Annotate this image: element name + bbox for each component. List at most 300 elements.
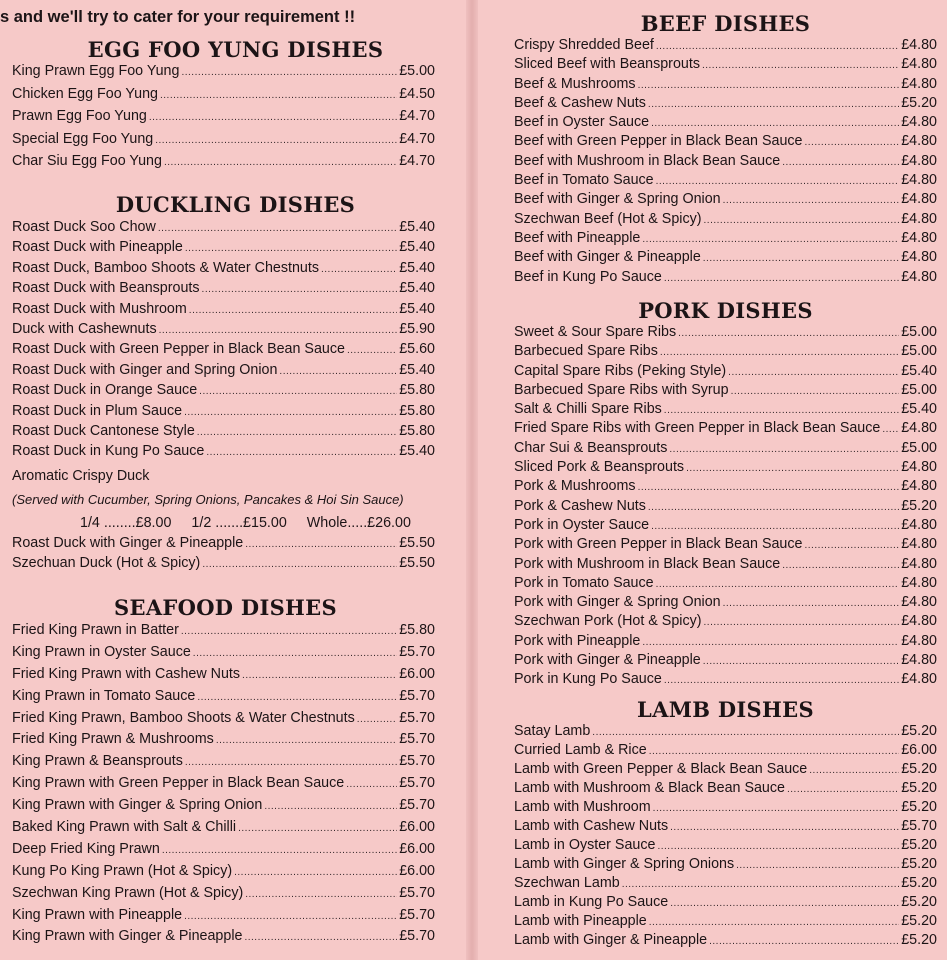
menu-item xyxy=(514,536,937,555)
dish-name: Lamb with Cashew Nuts xyxy=(514,818,669,834)
menu-item xyxy=(514,856,937,875)
dish-name: King Prawn with Ginger & Spring Onion xyxy=(12,797,263,814)
dot-leader xyxy=(185,243,397,254)
dish-price: £4.70 xyxy=(399,108,435,125)
dish-price: £4.80 xyxy=(901,652,937,669)
dot-leader xyxy=(642,234,899,245)
menu-item xyxy=(514,382,937,401)
egg-foo-yung-list xyxy=(12,63,435,176)
dish-name: Crispy Shredded Beef xyxy=(514,37,654,53)
dish-name: Beef in Tomato Sauce xyxy=(514,172,654,189)
dot-leader xyxy=(347,345,397,356)
dish-name: Beef in Oyster Sauce xyxy=(514,114,650,131)
dot-leader xyxy=(638,482,900,493)
dish-price: £6.00 xyxy=(399,862,435,879)
menu-item xyxy=(12,108,435,131)
dish-price: £4.80 xyxy=(901,478,937,495)
dish-name: Char Sui & Beansprouts xyxy=(514,439,668,456)
menu-item xyxy=(12,928,435,950)
menu-item xyxy=(514,780,937,799)
dot-leader xyxy=(264,801,397,812)
dish-name: Fried King Prawn with Cashew Nuts xyxy=(12,665,241,682)
dish-price: £5.60 xyxy=(399,341,435,358)
dot-leader xyxy=(206,447,397,458)
dot-leader xyxy=(723,598,900,609)
dish-name: Pork with Green Pepper in Black Bean Sauce xyxy=(514,536,803,553)
dish-name: Fried King Prawn & Mushrooms xyxy=(12,731,214,748)
dish-name: Deep Fried King Prawn xyxy=(12,840,160,857)
dish-price: £5.70 xyxy=(399,731,435,748)
dish-price: £5.00 xyxy=(901,324,937,340)
dish-price: £5.00 xyxy=(399,63,435,79)
dish-price: £5.20 xyxy=(901,761,937,777)
dish-price: £5.00 xyxy=(901,439,937,456)
dish-price: £5.70 xyxy=(399,709,435,726)
dot-leader xyxy=(638,80,900,91)
menu-item xyxy=(514,249,937,268)
menu-item xyxy=(514,324,937,343)
dish-price: £4.80 xyxy=(901,152,937,169)
dish-name: Roast Duck in Orange Sauce xyxy=(12,382,198,399)
dish-name: King Prawn Egg Foo Yung xyxy=(12,63,180,79)
menu-item xyxy=(12,710,435,732)
dish-price: £5.20 xyxy=(901,913,937,929)
dot-leader xyxy=(709,936,899,947)
dish-price: £5.70 xyxy=(901,818,937,834)
dish-price: £5.40 xyxy=(901,362,937,379)
dish-name: Pork with Mushroom in Black Bean Sauce xyxy=(514,555,781,572)
pork-heading: PORK DISHES xyxy=(638,298,813,323)
dot-leader xyxy=(622,879,900,890)
dish-name: Szechwan Beef (Hot & Spicy) xyxy=(514,210,702,227)
menu-item xyxy=(514,363,937,382)
dot-leader xyxy=(149,112,397,123)
dish-price: £6.00 xyxy=(399,840,435,857)
dish-name: Satay Lamb xyxy=(514,723,591,739)
dish-price: £6.00 xyxy=(399,665,435,682)
dot-leader xyxy=(723,195,900,206)
lamb-heading: LAMB DISHES xyxy=(637,697,814,722)
menu-item xyxy=(514,191,937,210)
menu-item xyxy=(12,841,435,863)
dish-price: £5.40 xyxy=(399,361,435,378)
dish-price: £5.80 xyxy=(399,402,435,419)
menu-item xyxy=(12,153,435,176)
dish-name: Szechuan Duck (Hot & Spicy) xyxy=(12,555,201,572)
dish-price: £5.70 xyxy=(399,884,435,901)
dish-name: Roast Duck with Pineapple xyxy=(12,239,183,256)
requirement-note: s and we'll try to cater for your requirement !! xyxy=(0,8,356,26)
dish-name: King Prawn in Oyster Sauce xyxy=(12,643,191,660)
dish-price: £5.40 xyxy=(399,280,435,297)
dish-name: Lamb with Mushroom & Black Bean Sauce xyxy=(514,780,785,796)
dish-price: £4.80 xyxy=(901,613,937,630)
dot-leader xyxy=(804,540,899,551)
dish-price: £5.40 xyxy=(399,259,435,276)
menu-item xyxy=(514,613,937,632)
dish-name: Fried King Prawn in Batter xyxy=(12,622,179,638)
dish-price: £5.70 xyxy=(399,906,435,923)
menu-item xyxy=(12,382,435,402)
dish-price: £4.80 xyxy=(901,56,937,73)
lamb-list xyxy=(514,723,937,951)
dot-leader xyxy=(197,692,397,703)
dot-leader xyxy=(656,579,900,590)
dot-leader xyxy=(346,779,397,790)
dot-leader xyxy=(805,137,900,148)
egg-foo-yung-heading: EGG FOO YUNG DISHES xyxy=(87,37,384,62)
menu-item xyxy=(12,797,435,819)
dot-leader xyxy=(660,347,899,358)
dish-name: Beef in Kung Po Sauce xyxy=(514,268,662,285)
menu-item xyxy=(12,219,435,239)
dot-leader xyxy=(189,305,397,316)
menu-item xyxy=(12,907,435,929)
dish-price: £4.80 xyxy=(901,555,937,572)
dish-name: Szechwan King Prawn (Hot & Spicy) xyxy=(12,884,244,901)
dot-leader xyxy=(181,67,397,78)
dot-leader xyxy=(181,626,397,637)
menu-item xyxy=(12,753,435,775)
dot-leader xyxy=(702,60,899,71)
menu-item xyxy=(12,731,435,753)
dish-price: £5.50 xyxy=(399,555,435,572)
menu-item xyxy=(514,671,937,690)
dish-name: Pork & Mushrooms xyxy=(514,478,636,495)
dish-price: £5.00 xyxy=(901,343,937,360)
dish-name: Roast Duck with Beansprouts xyxy=(12,280,200,297)
dot-leader xyxy=(159,325,398,336)
dish-name: Pork with Pineapple xyxy=(514,632,641,649)
dot-leader xyxy=(651,118,899,129)
dish-price: £4.80 xyxy=(901,632,937,649)
dot-leader xyxy=(184,407,397,418)
dot-leader xyxy=(704,215,900,226)
dish-name: King Prawn with Ginger & Pineapple xyxy=(12,928,243,945)
dish-name: Lamb with Mushroom xyxy=(514,799,651,815)
dish-price: £4.80 xyxy=(901,229,937,246)
menu-item xyxy=(12,666,435,688)
dish-price: £4.80 xyxy=(901,671,937,688)
dot-leader xyxy=(704,617,900,628)
dish-price: £5.40 xyxy=(399,300,435,317)
dish-price: £4.70 xyxy=(399,153,435,170)
dot-leader xyxy=(202,284,398,295)
dot-leader xyxy=(664,405,899,416)
dish-price: £4.80 xyxy=(901,249,937,266)
menu-item xyxy=(514,799,937,818)
dish-name: Beef with Pineapple xyxy=(514,229,641,246)
aromatic-duck-item xyxy=(12,468,435,488)
dish-name: Salt & Chilli Spare Ribs xyxy=(514,401,662,418)
dish-name: Lamb with Pineapple xyxy=(514,913,647,929)
dot-leader xyxy=(162,845,397,856)
portion-price: 1/2 .......£15.00 xyxy=(191,515,287,532)
dish-price: £5.70 xyxy=(399,643,435,660)
menu-item xyxy=(12,775,435,797)
dot-leader xyxy=(164,157,397,168)
menu-item xyxy=(12,131,435,154)
dot-leader xyxy=(184,911,397,922)
dish-name: Char Siu Egg Foo Yung xyxy=(12,153,162,170)
menu-item xyxy=(514,556,937,575)
dish-name: Beef with Ginger & Pineapple xyxy=(514,249,701,266)
menu-item xyxy=(514,478,937,497)
aromatic-duck-sizes xyxy=(12,512,435,535)
dish-price: £4.80 xyxy=(901,516,937,533)
menu-item xyxy=(514,742,937,761)
dish-name: Szechwan Pork (Hot & Spicy) xyxy=(514,613,702,630)
menu-item xyxy=(12,423,435,443)
dish-name: Sliced Pork & Beansprouts xyxy=(514,459,685,476)
dish-name: Roast Duck Cantonese Style xyxy=(12,422,195,439)
dish-price: £4.80 xyxy=(901,210,937,227)
menu-item xyxy=(514,894,937,913)
dot-leader xyxy=(731,386,900,397)
dish-price: £6.00 xyxy=(399,819,435,836)
dish-name: Lamb with Ginger & Pineapple xyxy=(514,932,708,948)
dish-price: £4.80 xyxy=(901,594,937,611)
dish-name: Fried King Prawn, Bamboo Shoots & Water Chestnuts xyxy=(12,709,355,726)
menu-item xyxy=(514,517,937,536)
dot-leader xyxy=(736,860,899,871)
dish-name: Baked King Prawn with Salt & Chilli xyxy=(12,819,237,836)
dot-leader xyxy=(787,784,899,795)
dish-name: Prawn Egg Foo Yung xyxy=(12,108,147,125)
dish-price: £5.20 xyxy=(901,723,937,739)
dot-leader xyxy=(703,656,899,667)
dot-leader xyxy=(216,735,397,746)
dish-name: King Prawn in Tomato Sauce xyxy=(12,687,196,704)
dish-name: Pork with Ginger & Pineapple xyxy=(514,652,701,669)
dot-leader xyxy=(238,823,397,834)
menu-item xyxy=(12,535,435,555)
dish-price: £4.80 xyxy=(901,268,937,285)
dot-leader xyxy=(642,637,899,648)
dish-price: £5.70 xyxy=(399,687,435,704)
dish-price: £4.80 xyxy=(901,133,937,150)
menu-item xyxy=(514,761,937,780)
menu-item xyxy=(514,172,937,191)
dish-name: Sliced Beef with Beansprouts xyxy=(514,56,700,73)
dish-price: £5.70 xyxy=(399,775,435,792)
dish-name: Roast Duck Soo Chow xyxy=(12,219,156,235)
portion-price: Whole.....£26.00 xyxy=(306,515,411,532)
dot-leader xyxy=(686,463,899,474)
dish-price: £5.80 xyxy=(399,622,435,638)
dish-price: £5.20 xyxy=(901,837,937,853)
dish-price: £4.80 xyxy=(901,75,937,92)
menu-item xyxy=(514,818,937,837)
dish-name: Pork with Ginger & Spring Onion xyxy=(514,594,721,611)
duckling-heading: DUCKLING DISHES xyxy=(115,192,356,217)
dish-name: Lamb with Ginger & Spring Onions xyxy=(514,856,735,872)
dish-name: Lamb with Green Pepper & Black Bean Sauce xyxy=(514,761,808,777)
menu-item xyxy=(514,269,937,288)
dish-name: Curried Lamb & Rice xyxy=(514,742,647,758)
dot-leader xyxy=(193,648,397,659)
dish-name: Roast Duck in Plum Sauce xyxy=(12,402,183,419)
dish-price: £5.20 xyxy=(901,799,937,815)
menu-item xyxy=(12,321,435,341)
dish-price: £5.90 xyxy=(399,320,435,337)
menu-item xyxy=(12,280,435,300)
menu-item xyxy=(12,885,435,907)
dish-price: £5.20 xyxy=(901,497,937,514)
dish-name: Roast Duck, Bamboo Shoots & Water Chestnuts xyxy=(12,259,319,276)
dot-leader xyxy=(703,253,899,264)
dish-price: £5.20 xyxy=(901,932,937,948)
dish-price: £5.50 xyxy=(399,535,435,552)
dish-price: £5.80 xyxy=(399,422,435,439)
dish-price: £6.00 xyxy=(901,742,937,758)
dish-name: Roast Duck with Green Pepper in Black Bean Sauce xyxy=(12,341,345,358)
dot-leader xyxy=(197,427,397,438)
dish-name: Beef with Green Pepper in Black Bean Sauce xyxy=(514,133,803,150)
menu-item xyxy=(12,622,435,644)
dot-leader xyxy=(357,714,397,725)
dot-leader xyxy=(234,867,397,878)
dish-price: £4.80 xyxy=(901,574,937,591)
dot-leader xyxy=(670,898,899,909)
menu-item xyxy=(12,301,435,321)
dish-price: £4.80 xyxy=(901,536,937,553)
dish-price: £4.70 xyxy=(399,130,435,147)
menu-item xyxy=(514,459,937,478)
dot-leader xyxy=(592,727,899,738)
dot-leader xyxy=(242,670,397,681)
dish-price: £5.40 xyxy=(399,443,435,460)
dish-name: Barbecued Spare Ribs with Syrup xyxy=(514,381,729,398)
menu-item xyxy=(514,401,937,420)
dish-name: Barbecued Spare Ribs xyxy=(514,343,658,360)
dish-name: Szechwan Lamb xyxy=(514,875,620,891)
dish-price: £5.20 xyxy=(901,780,937,796)
dish-name: Kung Po King Prawn (Hot & Spicy) xyxy=(12,862,233,879)
dot-leader xyxy=(809,765,899,776)
dot-leader xyxy=(651,521,899,532)
menu-item xyxy=(12,341,435,361)
menu-item xyxy=(12,239,435,259)
menu-item xyxy=(12,819,435,841)
dish-name: Chicken Egg Foo Yung xyxy=(12,85,158,102)
dot-leader xyxy=(669,444,899,455)
dot-leader xyxy=(245,889,397,900)
dish-name: Pork in Tomato Sauce xyxy=(514,574,654,591)
dish-name: Aromatic Crispy Duck xyxy=(12,467,150,484)
dish-name: Special Egg Foo Yung xyxy=(12,130,154,147)
duckling-list xyxy=(12,219,435,576)
dot-leader xyxy=(279,366,397,377)
beef-heading: BEEF DISHES xyxy=(640,11,811,36)
dish-name: Beef & Cashew Nuts xyxy=(514,94,646,111)
dish-name: Pork in Kung Po Sauce xyxy=(514,671,662,688)
menu-item xyxy=(514,652,937,671)
dot-leader xyxy=(199,386,397,397)
dish-name: Roast Duck in Kung Po Sauce xyxy=(12,443,205,460)
dish-name: Roast Duck with Ginger and Spring Onion xyxy=(12,361,278,378)
dot-leader xyxy=(245,539,397,550)
dish-price: £5.70 xyxy=(399,797,435,814)
dish-price: £4.80 xyxy=(901,459,937,476)
seafood-list xyxy=(12,622,435,950)
dot-leader xyxy=(670,822,899,833)
dish-price: £5.20 xyxy=(901,94,937,111)
dish-name: Beef with Ginger & Spring Onion xyxy=(514,191,721,208)
dish-name: Sweet & Sour Spare Ribs xyxy=(514,324,677,340)
menu-item xyxy=(12,443,435,463)
menu-item xyxy=(514,594,937,613)
menu-item xyxy=(514,230,937,249)
menu-item xyxy=(514,133,937,152)
dish-price: £5.40 xyxy=(901,401,937,418)
dot-leader xyxy=(656,176,900,187)
menu-item xyxy=(514,37,937,56)
beef-list xyxy=(514,37,937,288)
menu-item xyxy=(514,723,937,742)
dot-leader xyxy=(648,99,899,110)
dish-price: £4.50 xyxy=(399,85,435,102)
dish-name: Beef with Mushroom in Black Bean Sauce xyxy=(514,152,781,169)
dot-leader xyxy=(782,157,899,168)
dish-name: Lamb in Oyster Sauce xyxy=(514,837,656,853)
menu-item xyxy=(12,555,435,575)
menu-item xyxy=(514,913,937,932)
menu-item xyxy=(514,498,937,517)
dish-price: £5.70 xyxy=(399,753,435,770)
menu-item xyxy=(12,863,435,885)
menu-item xyxy=(514,837,937,856)
dish-price: £5.00 xyxy=(901,381,937,398)
dish-price: £4.80 xyxy=(901,191,937,208)
dot-leader xyxy=(664,675,899,686)
dot-leader xyxy=(649,746,900,757)
dish-price: £4.80 xyxy=(901,172,937,189)
dot-leader xyxy=(244,932,397,943)
dish-name: King Prawn with Pineapple xyxy=(12,906,183,923)
dish-price: £5.80 xyxy=(399,382,435,399)
aromatic-duck-note: (Served with Cucumber, Spring Onions, Pancakes & Hoi Sin Sauce) xyxy=(12,492,404,508)
dish-price: £5.20 xyxy=(901,856,937,872)
dot-leader xyxy=(664,273,899,284)
dish-price: £5.40 xyxy=(399,239,435,256)
menu-item xyxy=(12,403,435,423)
dot-leader xyxy=(657,841,899,852)
menu-item xyxy=(514,343,937,362)
menu-item xyxy=(514,420,937,439)
menu-item xyxy=(514,114,937,133)
dish-name: Beef & Mushrooms xyxy=(514,75,636,92)
dish-price: £5.20 xyxy=(901,875,937,891)
dot-leader xyxy=(882,424,899,435)
menu-item xyxy=(12,86,435,109)
menu-item xyxy=(12,362,435,382)
dot-leader xyxy=(155,135,397,146)
dot-leader xyxy=(649,917,899,928)
menu-item xyxy=(514,76,937,95)
dot-leader xyxy=(653,803,900,814)
dot-leader xyxy=(158,223,397,234)
dish-name: Roast Duck with Mushroom xyxy=(12,300,187,317)
dish-price: £4.80 xyxy=(901,37,937,53)
pork-list xyxy=(514,324,937,691)
dot-leader xyxy=(648,502,899,513)
dish-price: £5.20 xyxy=(901,894,937,910)
menu-item xyxy=(12,260,435,280)
dot-leader xyxy=(656,41,899,52)
seafood-heading: SEAFOOD DISHES xyxy=(114,595,337,620)
menu-item xyxy=(514,440,937,459)
